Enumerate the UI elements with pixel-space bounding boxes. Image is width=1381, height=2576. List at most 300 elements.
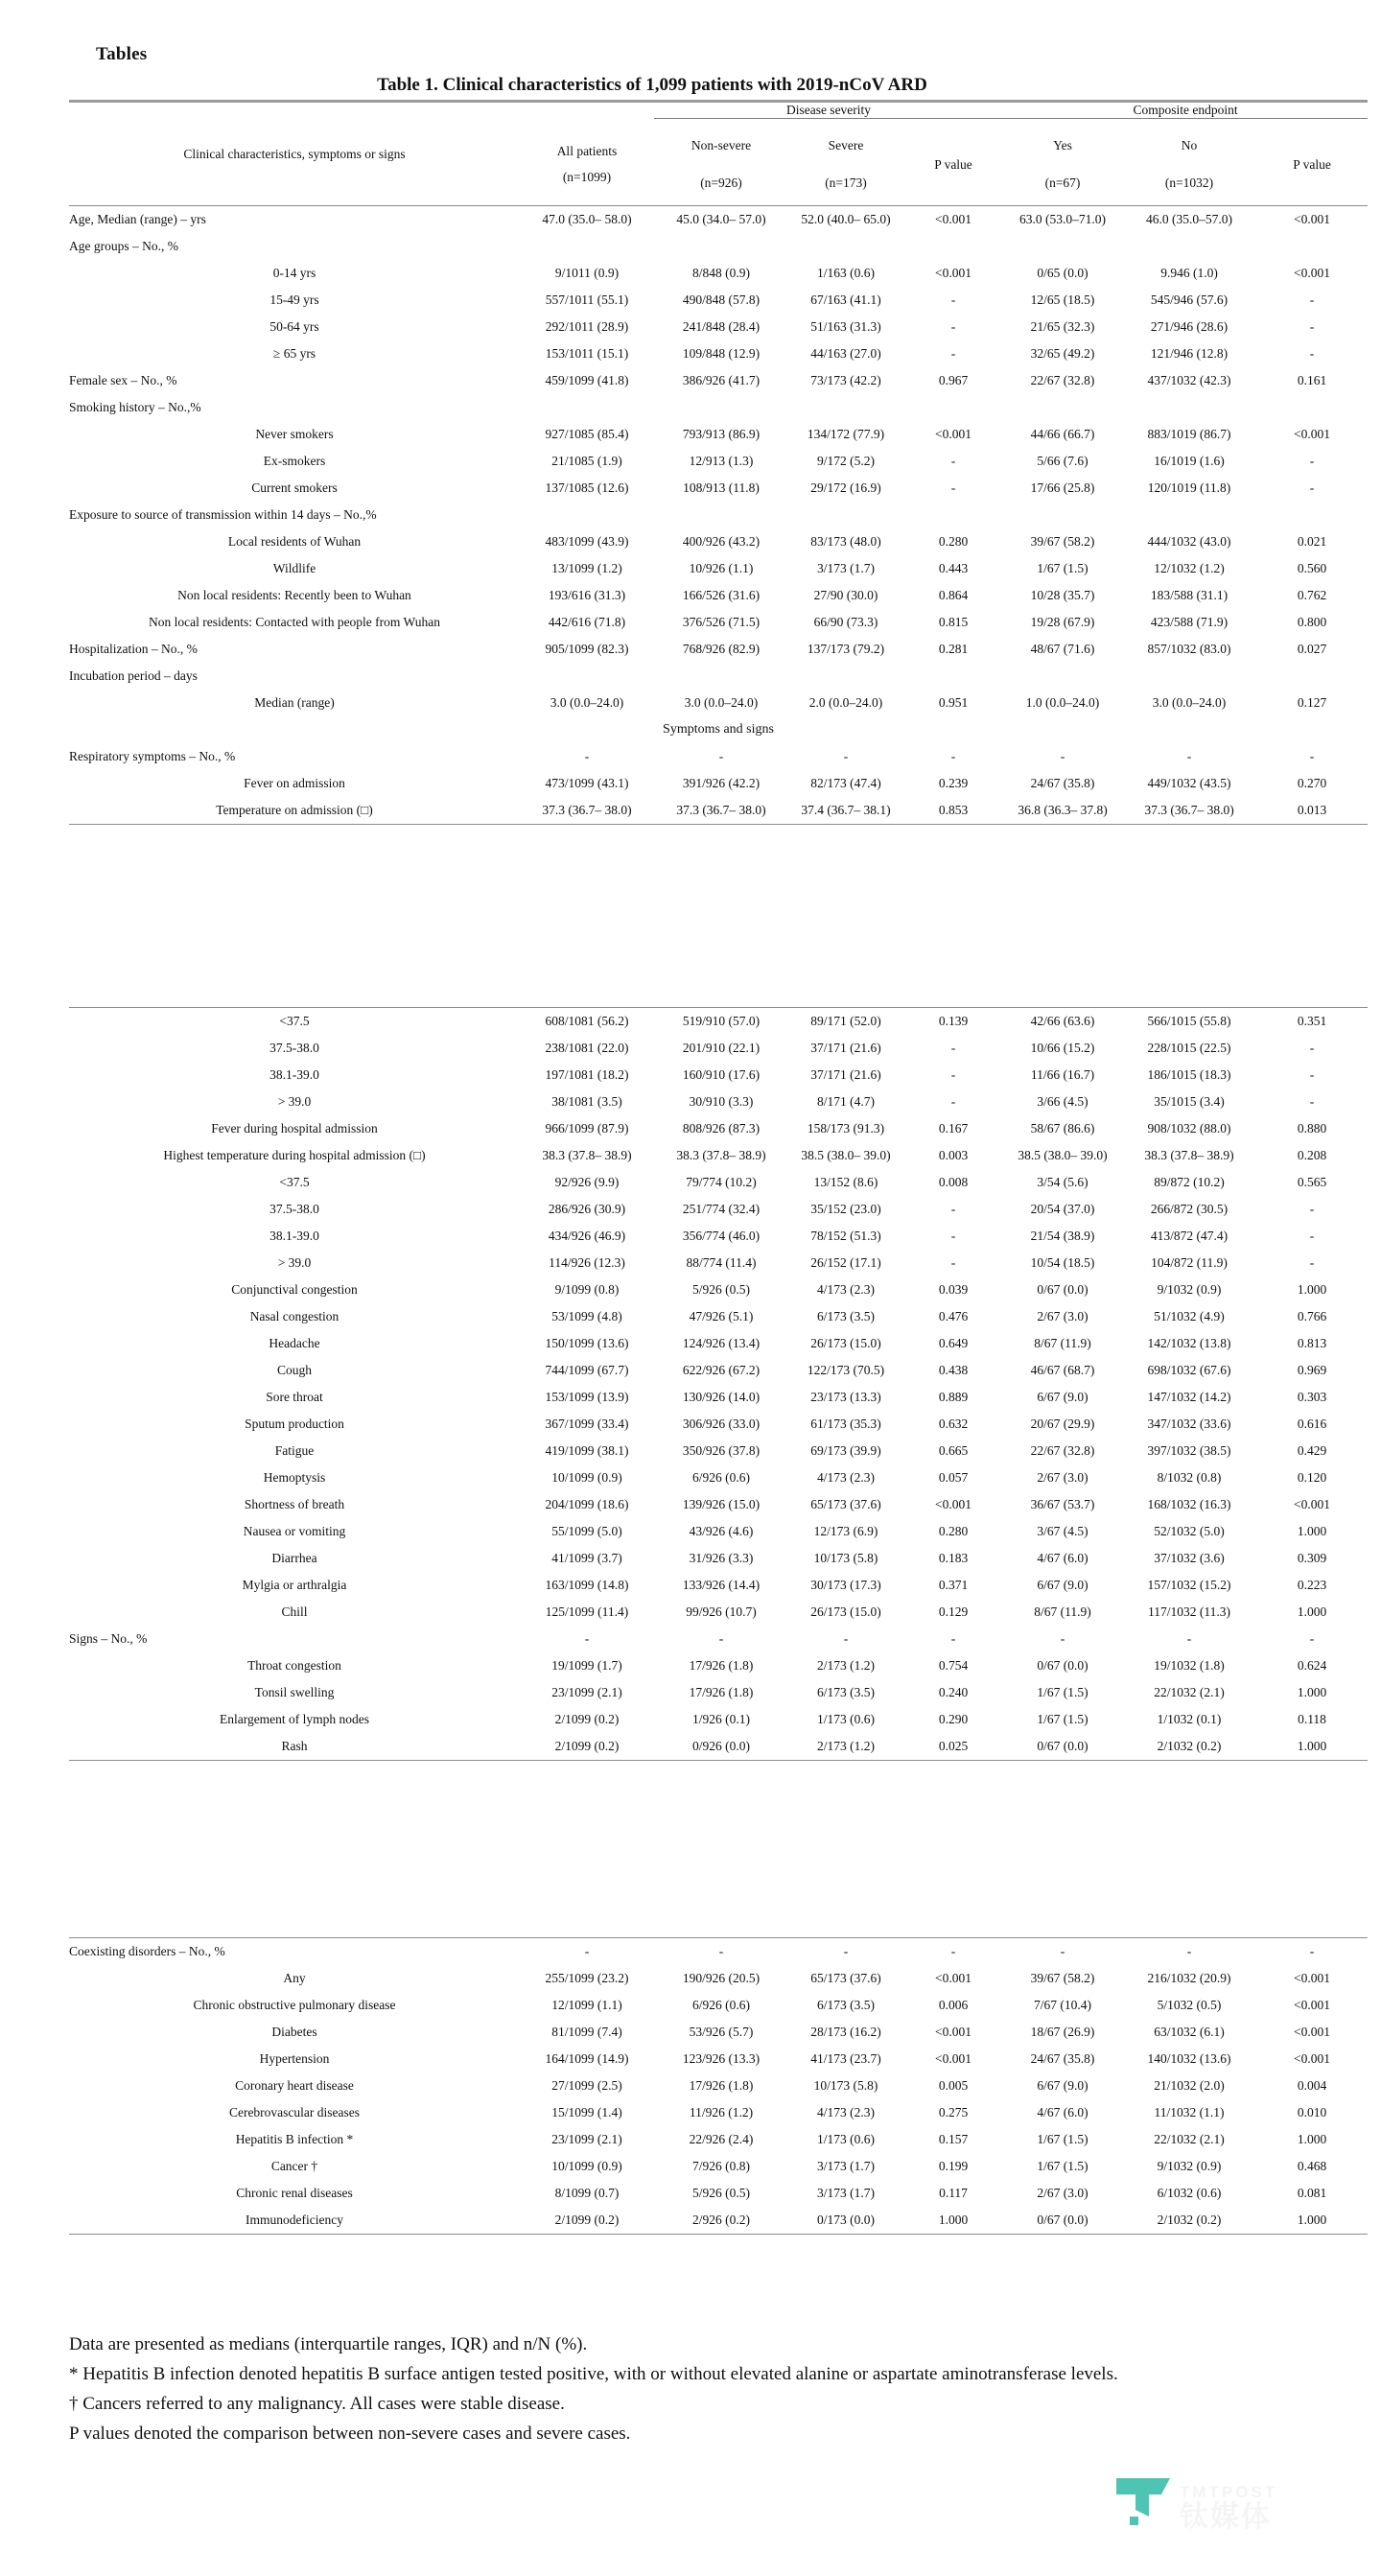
row-label: Sputum production bbox=[245, 1417, 344, 1431]
cell-non-severe bbox=[654, 233, 788, 260]
row-label: Hepatitis B infection * bbox=[235, 2132, 354, 2146]
row-label: Cerebrovascular diseases bbox=[228, 2105, 361, 2119]
header-p-value-endpoint: P value bbox=[1293, 156, 1331, 172]
cell-p-value-endpoint: 1.000 bbox=[1297, 1604, 1327, 1619]
cell-all-patients: 483/1099 (43.9) bbox=[545, 534, 629, 549]
cell-all-patients: 367/1099 (33.4) bbox=[545, 1417, 629, 1431]
header-p-value-severity: P value bbox=[934, 156, 972, 172]
row-label: Non local residents: Contacted with people from Wuhan bbox=[148, 615, 440, 629]
row-label: Coexisting disorders – No., % bbox=[69, 1938, 520, 1966]
table-row bbox=[69, 1142, 1368, 1169]
cell-severe: 4/173 (2.3) bbox=[817, 1470, 875, 1485]
cell-p-value-severity: - bbox=[950, 749, 956, 763]
cell-p-value-severity: - bbox=[950, 1255, 956, 1270]
cell-p-value-severity: <0.001 bbox=[935, 2051, 971, 2066]
table-header bbox=[69, 102, 1368, 206]
cell-non-severe: 356/774 (46.0) bbox=[682, 1229, 761, 1243]
cell-severe: 9/172 (5.2) bbox=[817, 454, 875, 468]
cell-no: 228/1015 (22.5) bbox=[1147, 1041, 1231, 1055]
cell-no: 37.3 (36.7– 38.0) bbox=[1122, 797, 1256, 825]
row-label: Ex-smokers bbox=[263, 454, 326, 468]
table-row bbox=[69, 1062, 1368, 1089]
row-label: Local residents of Wuhan bbox=[227, 534, 362, 549]
cell-severe: 41/173 (23.7) bbox=[810, 2051, 881, 2066]
cell-yes: 6/67 (9.0) bbox=[1037, 1390, 1088, 1404]
table-row bbox=[69, 663, 1368, 690]
cell-no: 37/1032 (3.6) bbox=[1154, 1551, 1225, 1565]
cell-p-value-endpoint: - bbox=[1309, 293, 1315, 307]
cell-p-value-endpoint: 1.000 bbox=[1297, 2132, 1327, 2146]
table-row bbox=[69, 2073, 1368, 2099]
cell-p-value-endpoint: - bbox=[1256, 1938, 1368, 1966]
cell-p-value-endpoint: 0.013 bbox=[1256, 797, 1368, 825]
cell-p-value-endpoint: 0.309 bbox=[1297, 1551, 1327, 1565]
cell-no: 120/1019 (11.8) bbox=[1147, 480, 1231, 495]
cell-p-value-endpoint bbox=[1256, 663, 1368, 690]
cell-p-value-severity: <0.001 bbox=[903, 206, 1003, 234]
cell-no: 142/1032 (13.8) bbox=[1147, 1336, 1231, 1350]
cell-non-severe: 99/926 (10.7) bbox=[686, 1604, 757, 1619]
table-row bbox=[69, 1438, 1368, 1464]
cell-non-severe: 45.0 (34.0– 57.0) bbox=[654, 206, 788, 234]
cell-no: - bbox=[1186, 1631, 1192, 1646]
cell-all-patients: 23/1099 (2.1) bbox=[551, 2132, 622, 2146]
cell-no: 883/1019 (86.7) bbox=[1147, 427, 1231, 441]
cell-non-severe bbox=[654, 663, 788, 690]
cell-p-value-endpoint: <0.001 bbox=[1294, 266, 1331, 280]
table-block-3 bbox=[69, 1937, 1330, 2235]
cell-p-value-endpoint: 0.127 bbox=[1297, 695, 1327, 710]
cell-p-value-endpoint: - bbox=[1309, 1255, 1315, 1270]
cell-yes: 11/66 (16.7) bbox=[1030, 1067, 1095, 1082]
cell-non-severe: 17/926 (1.8) bbox=[689, 2078, 754, 2093]
cell-severe: 30/173 (17.3) bbox=[810, 1578, 881, 1592]
cell-p-value-severity: 0.139 bbox=[903, 1008, 1003, 1036]
cell-no: 12/1032 (1.2) bbox=[1154, 561, 1225, 575]
table-row bbox=[69, 1518, 1368, 1545]
row-label: Conjunctival congestion bbox=[231, 1282, 358, 1297]
cell-p-value-severity: - bbox=[950, 1067, 956, 1082]
cell-no: 444/1032 (43.0) bbox=[1147, 534, 1231, 549]
table-row bbox=[69, 2180, 1368, 2207]
row-label: Highest temperature during hospital admission (□) bbox=[163, 1148, 426, 1162]
cell-non-severe: 6/926 (0.6) bbox=[692, 1998, 750, 2012]
cell-non-severe: 6/926 (0.6) bbox=[692, 1470, 750, 1485]
cell-no: - bbox=[1122, 1938, 1256, 1966]
cell-p-value-endpoint: <0.001 bbox=[1256, 206, 1368, 234]
cell-non-severe: 43/926 (4.6) bbox=[689, 1524, 754, 1538]
cell-p-value-endpoint: - bbox=[1309, 454, 1315, 468]
cell-yes: 2/67 (3.0) bbox=[1037, 2186, 1088, 2200]
cell-p-value-severity: 0.853 bbox=[903, 797, 1003, 825]
cell-non-severe: 11/926 (1.2) bbox=[689, 2105, 754, 2119]
cell-non-severe: 38.3 (37.8– 38.9) bbox=[676, 1148, 766, 1162]
cell-no: 19/1032 (1.8) bbox=[1154, 1658, 1225, 1673]
table-row bbox=[69, 1223, 1368, 1250]
cell-yes: 4/67 (6.0) bbox=[1037, 2105, 1088, 2119]
cell-all-patients: 38/1081 (3.5) bbox=[551, 1094, 622, 1109]
cell-non-severe: 22/926 (2.4) bbox=[689, 2132, 754, 2146]
cell-p-value-endpoint: 0.223 bbox=[1297, 1578, 1327, 1592]
watermark-cjk: 钛媒体 bbox=[1180, 2501, 1272, 2533]
cell-p-value-severity: 0.632 bbox=[938, 1417, 969, 1431]
cell-all-patients: 47.0 (35.0– 58.0) bbox=[520, 206, 654, 234]
cell-severe: 4/173 (2.3) bbox=[817, 2105, 875, 2119]
cell-non-severe: 133/926 (14.4) bbox=[682, 1578, 761, 1592]
cell-yes: 3/66 (4.5) bbox=[1037, 1094, 1088, 1109]
cell-non-severe: 622/926 (67.2) bbox=[682, 1363, 761, 1377]
footnote: * Hepatitis B infection denoted hepatitis B surface antigen tested positive, with or without elevated alanine or aspartate aminotransferase levels. bbox=[69, 2363, 1118, 2384]
cell-yes: 3/67 (4.5) bbox=[1037, 1524, 1088, 1538]
cell-non-severe: 166/526 (31.6) bbox=[682, 588, 761, 602]
row-label: 38.1-39.0 bbox=[269, 1229, 319, 1243]
cell-severe: 3/173 (1.7) bbox=[817, 2159, 875, 2173]
cell-yes: 17/66 (25.8) bbox=[1030, 480, 1095, 495]
cell-all-patients: 292/1011 (28.9) bbox=[545, 319, 629, 334]
table-row bbox=[69, 690, 1368, 716]
cell-all-patients: 442/616 (71.8) bbox=[548, 615, 626, 629]
cell-no: 104/872 (11.9) bbox=[1151, 1255, 1228, 1270]
cell-severe: 28/173 (16.2) bbox=[810, 2025, 881, 2039]
cell-p-value-endpoint bbox=[1256, 502, 1368, 528]
cell-yes: 2/67 (3.0) bbox=[1037, 1309, 1088, 1323]
table-row bbox=[69, 1626, 1368, 1652]
cell-no: 147/1032 (14.2) bbox=[1147, 1390, 1231, 1404]
cell-non-severe: 3.0 (0.0–24.0) bbox=[684, 695, 759, 710]
table-row bbox=[69, 1938, 1368, 1966]
cell-p-value-endpoint: 0.027 bbox=[1297, 642, 1327, 656]
cell-yes bbox=[1003, 394, 1122, 421]
cell-non-severe: 201/910 (22.1) bbox=[682, 1041, 761, 1055]
cell-yes: 38.5 (38.0– 39.0) bbox=[1018, 1148, 1108, 1162]
cell-p-value-endpoint: <0.001 bbox=[1294, 427, 1331, 441]
cell-severe: 38.5 (38.0– 39.0) bbox=[801, 1148, 891, 1162]
cell-non-severe: 0/926 (0.0) bbox=[654, 1733, 788, 1761]
cell-p-value-endpoint: 1.000 bbox=[1297, 1282, 1327, 1297]
cell-non-severe: 130/926 (14.0) bbox=[682, 1390, 761, 1404]
cell-no bbox=[1122, 233, 1256, 260]
cell-non-severe: 139/926 (15.0) bbox=[682, 1497, 761, 1511]
cell-yes: 19/28 (67.9) bbox=[1030, 615, 1095, 629]
cell-all-patients: 608/1081 (56.2) bbox=[520, 1008, 654, 1036]
table-row bbox=[69, 2099, 1368, 2126]
cell-p-value-severity: 0.039 bbox=[938, 1282, 969, 1297]
row-label: Coronary heart disease bbox=[235, 2078, 354, 2093]
cell-p-value-endpoint: 0.004 bbox=[1297, 2078, 1327, 2093]
header-disease-severity: Disease severity bbox=[654, 102, 1003, 119]
cell-no: 545/946 (57.6) bbox=[1150, 293, 1229, 307]
cell-yes: 39/67 (58.2) bbox=[1030, 534, 1095, 549]
row-label: 50-64 yrs bbox=[269, 319, 319, 334]
cell-p-value-severity: 0.889 bbox=[938, 1390, 969, 1404]
row-label: Diarrhea bbox=[271, 1551, 317, 1565]
cell-no: 908/1032 (88.0) bbox=[1147, 1121, 1231, 1136]
table-row bbox=[69, 394, 1368, 421]
cell-all-patients: 37.3 (36.7– 38.0) bbox=[520, 797, 654, 825]
table-row bbox=[69, 2046, 1368, 2073]
cell-severe: 61/173 (35.3) bbox=[810, 1417, 881, 1431]
cell-yes: 8/67 (11.9) bbox=[1034, 1336, 1091, 1350]
cell-yes: 6/67 (9.0) bbox=[1037, 1578, 1088, 1592]
cell-no: 2/1032 (0.2) bbox=[1122, 2207, 1256, 2235]
cell-p-value-severity: - bbox=[950, 1631, 956, 1646]
table-row bbox=[69, 1545, 1368, 1572]
row-label: 37.5-38.0 bbox=[269, 1041, 319, 1055]
cell-non-severe: 7/926 (0.8) bbox=[692, 2159, 750, 2173]
table-row bbox=[69, 1330, 1368, 1357]
cell-all-patients: 557/1011 (55.1) bbox=[545, 293, 629, 307]
cell-p-value-severity: 0.167 bbox=[938, 1121, 969, 1136]
row-label: <37.5 bbox=[69, 1008, 520, 1036]
row-label: Chronic renal diseases bbox=[236, 2186, 353, 2200]
cell-p-value-endpoint: 0.766 bbox=[1297, 1309, 1327, 1323]
table-row bbox=[69, 475, 1368, 502]
row-label: Wildlife bbox=[272, 561, 316, 575]
table-row bbox=[69, 770, 1368, 797]
cell-severe bbox=[788, 502, 903, 528]
table-row bbox=[69, 1303, 1368, 1330]
section-divider-label: Symptoms and signs bbox=[663, 722, 774, 737]
cell-p-value-severity: 0.199 bbox=[938, 2159, 969, 2173]
table-footnotes bbox=[69, 2332, 1335, 2451]
cell-non-severe: 12/913 (1.3) bbox=[689, 454, 754, 468]
cell-yes: 0/65 (0.0) bbox=[1037, 266, 1088, 280]
cell-no: 89/872 (10.2) bbox=[1154, 1175, 1225, 1189]
cell-p-value-endpoint: 0.565 bbox=[1297, 1175, 1327, 1189]
cell-all-patients: 9/1011 (0.9) bbox=[554, 266, 620, 280]
cell-p-value-severity: 0.008 bbox=[938, 1175, 969, 1189]
cell-severe: 2.0 (0.0–24.0) bbox=[808, 695, 883, 710]
header-characteristics: Clinical characteristics, symptoms or signs bbox=[69, 102, 520, 206]
table-row bbox=[69, 340, 1368, 367]
cell-all-patients: 3.0 (0.0–24.0) bbox=[550, 695, 624, 710]
cell-non-severe: 8/848 (0.9) bbox=[692, 266, 750, 280]
cell-p-value-endpoint: - bbox=[1309, 346, 1315, 361]
cell-severe: 67/163 (41.1) bbox=[810, 293, 881, 307]
cell-yes: 21/65 (32.3) bbox=[1030, 319, 1095, 334]
cell-all-patients: 163/1099 (14.8) bbox=[545, 1578, 629, 1592]
cell-severe: 1/173 (0.6) bbox=[817, 2132, 875, 2146]
cell-yes: 39/67 (58.2) bbox=[1030, 1971, 1095, 1985]
cell-yes: 1/67 (1.5) bbox=[1037, 2132, 1088, 2146]
table-row bbox=[69, 1089, 1368, 1115]
cell-severe: - bbox=[788, 1938, 903, 1966]
cell-p-value-severity: 0.129 bbox=[938, 1604, 969, 1619]
table-row bbox=[69, 2126, 1368, 2153]
cell-non-severe: - bbox=[654, 1938, 788, 1966]
cell-severe: 1/163 (0.6) bbox=[817, 266, 875, 280]
row-label: Fever during hospital admission bbox=[211, 1121, 378, 1136]
cell-p-value-endpoint bbox=[1256, 394, 1368, 421]
cell-p-value-endpoint: <0.001 bbox=[1294, 2051, 1330, 2066]
cell-severe: 122/173 (70.5) bbox=[807, 1363, 885, 1377]
cell-p-value-severity: 0.967 bbox=[938, 373, 969, 387]
cell-all-patients bbox=[520, 502, 654, 528]
table-row bbox=[69, 1250, 1368, 1276]
header-severe: Severe (n=173) bbox=[825, 138, 867, 190]
cell-p-value-endpoint: - bbox=[1309, 1631, 1315, 1646]
cell-non-severe: 350/926 (37.8) bbox=[682, 1443, 761, 1458]
cell-p-value-endpoint: 0.021 bbox=[1297, 534, 1327, 549]
cell-severe: 35/152 (23.0) bbox=[810, 1202, 881, 1216]
cell-p-value-severity: 0.025 bbox=[903, 1733, 1003, 1761]
cell-yes: - bbox=[1060, 1631, 1065, 1646]
cell-p-value-endpoint: - bbox=[1309, 1067, 1315, 1082]
cell-non-severe: 519/910 (57.0) bbox=[654, 1008, 788, 1036]
table-row bbox=[69, 528, 1368, 555]
clinical-characteristics-table-part2 bbox=[69, 1007, 1368, 1761]
cell-p-value-severity: - bbox=[950, 1202, 956, 1216]
table-row bbox=[69, 636, 1368, 663]
cell-all-patients: 38.3 (37.8– 38.9) bbox=[542, 1148, 632, 1162]
cell-all-patients: 114/926 (12.3) bbox=[549, 1255, 625, 1270]
clinical-characteristics-table-part1 bbox=[69, 100, 1368, 825]
table-row bbox=[69, 1992, 1368, 2019]
cell-p-value-endpoint: 0.120 bbox=[1297, 1470, 1327, 1485]
cell-all-patients: 434/926 (46.9) bbox=[548, 1229, 626, 1243]
cell-all-patients: 92/926 (9.9) bbox=[554, 1175, 620, 1189]
cell-severe: 37.4 (36.7– 38.1) bbox=[788, 797, 903, 825]
cell-non-severe: 5/926 (0.5) bbox=[692, 1282, 750, 1297]
cell-all-patients: 473/1099 (43.1) bbox=[545, 776, 629, 790]
cell-yes: 5/66 (7.6) bbox=[1037, 454, 1088, 468]
cell-p-value-endpoint: 0.624 bbox=[1297, 1658, 1327, 1673]
cell-severe: 89/171 (52.0) bbox=[788, 1008, 903, 1036]
cell-all-patients: 10/1099 (0.9) bbox=[551, 1470, 622, 1485]
cell-all-patients: 2/1099 (0.2) bbox=[520, 1733, 654, 1761]
row-label: Smoking history – No.,% bbox=[69, 400, 201, 414]
cell-yes bbox=[1003, 233, 1122, 260]
cell-non-severe: 386/926 (41.7) bbox=[682, 373, 761, 387]
cell-yes: 22/67 (32.8) bbox=[1030, 1443, 1095, 1458]
cell-yes: 0/67 (0.0) bbox=[1003, 1733, 1122, 1761]
cell-p-value-severity bbox=[903, 394, 1003, 421]
table-row bbox=[69, 1384, 1368, 1411]
cell-severe: 8/171 (4.7) bbox=[817, 1094, 875, 1109]
footnote: † Cancers referred to any malignancy. All cases were stable disease. bbox=[69, 2393, 565, 2414]
cell-p-value-severity: - bbox=[950, 346, 956, 361]
table-row bbox=[69, 1357, 1368, 1384]
table-row bbox=[69, 1733, 1368, 1761]
cell-yes: 48/67 (71.6) bbox=[1030, 642, 1095, 656]
tmtpost-logo-icon bbox=[1101, 2478, 1172, 2538]
cell-no: 1/1032 (0.1) bbox=[1157, 1712, 1222, 1726]
cell-p-value-severity: - bbox=[950, 1229, 956, 1243]
cell-p-value-endpoint: - bbox=[1309, 319, 1315, 334]
cell-severe: 44/163 (27.0) bbox=[810, 346, 881, 361]
cell-no: 397/1032 (38.5) bbox=[1147, 1443, 1231, 1458]
cell-all-patients: 966/1099 (87.9) bbox=[545, 1121, 629, 1136]
row-label: Fatigue bbox=[274, 1443, 315, 1458]
row-label: 0-14 yrs bbox=[272, 266, 316, 280]
table-row bbox=[69, 1169, 1368, 1196]
cell-non-severe: 31/926 (3.3) bbox=[689, 1551, 754, 1565]
cell-no: 449/1032 (43.5) bbox=[1147, 776, 1231, 790]
cell-severe: 73/173 (42.2) bbox=[810, 373, 881, 387]
cell-p-value-endpoint bbox=[1256, 233, 1368, 260]
cell-no: 63/1032 (6.1) bbox=[1154, 2025, 1225, 2039]
cell-p-value-endpoint: <0.001 bbox=[1294, 1971, 1330, 1985]
cell-yes: 1/67 (1.5) bbox=[1037, 1685, 1088, 1699]
cell-no: 413/872 (47.4) bbox=[1150, 1229, 1229, 1243]
cell-p-value-severity: 0.290 bbox=[938, 1712, 969, 1726]
header-yes: Yes (n=67) bbox=[1044, 138, 1081, 190]
table-row bbox=[69, 502, 1368, 528]
cell-non-severe: 53/926 (5.7) bbox=[689, 2025, 754, 2039]
row-label: Diabetes bbox=[271, 2025, 317, 2039]
row-label: Signs – No., % bbox=[69, 1631, 148, 1646]
cell-p-value-endpoint: 0.813 bbox=[1297, 1336, 1327, 1350]
cell-severe: 6/173 (3.5) bbox=[817, 1685, 875, 1699]
row-label: Tonsil swelling bbox=[254, 1685, 335, 1699]
cell-no bbox=[1122, 663, 1256, 690]
cell-all-patients bbox=[520, 663, 654, 690]
cell-non-severe: 124/926 (13.4) bbox=[682, 1336, 761, 1350]
cell-p-value-severity: 0.864 bbox=[938, 588, 969, 602]
cell-non-severe: 47/926 (5.1) bbox=[689, 1309, 754, 1323]
cell-all-patients: 286/926 (30.9) bbox=[548, 1202, 626, 1216]
row-label: Chronic obstructive pulmonary disease bbox=[193, 1998, 396, 2012]
cell-non-severe: - bbox=[718, 749, 724, 763]
cell-no: 216/1032 (20.9) bbox=[1147, 1971, 1231, 1985]
table-row bbox=[69, 1491, 1368, 1518]
cell-severe: 29/172 (16.9) bbox=[810, 480, 881, 495]
cell-all-patients bbox=[520, 233, 654, 260]
table-row bbox=[69, 797, 1368, 825]
table-row bbox=[69, 2153, 1368, 2180]
cell-all-patients: 55/1099 (5.0) bbox=[551, 1524, 622, 1538]
cell-severe: 0/173 (0.0) bbox=[788, 2207, 903, 2235]
cell-no: 183/588 (31.1) bbox=[1150, 588, 1229, 602]
cell-no: 271/946 (28.6) bbox=[1150, 319, 1229, 334]
cell-no: 3.0 (0.0–24.0) bbox=[1152, 695, 1227, 710]
table-row bbox=[69, 233, 1368, 260]
cell-no: 46.0 (35.0–57.0) bbox=[1122, 206, 1256, 234]
cell-yes: 24/67 (35.8) bbox=[1030, 2051, 1095, 2066]
cell-p-value-endpoint: <0.001 bbox=[1294, 2025, 1330, 2039]
cell-p-value-severity: 0.005 bbox=[938, 2078, 969, 2093]
cell-non-severe: 251/774 (32.4) bbox=[682, 1202, 761, 1216]
cell-p-value-endpoint: 0.762 bbox=[1297, 588, 1327, 602]
cell-p-value-severity: 0.117 bbox=[939, 2186, 968, 2200]
row-label: Incubation period – days bbox=[69, 668, 198, 683]
table-block-2 bbox=[69, 1007, 1330, 1761]
table-row bbox=[69, 1679, 1368, 1706]
cell-p-value-endpoint: 0.560 bbox=[1297, 561, 1327, 575]
table-row bbox=[69, 1035, 1368, 1062]
table-row bbox=[69, 1652, 1368, 1679]
cell-all-patients: - bbox=[584, 1631, 590, 1646]
row-label: Mylgia or arthralgia bbox=[242, 1578, 347, 1592]
cell-all-patients: 164/1099 (14.9) bbox=[545, 2051, 629, 2066]
cell-yes: - bbox=[1060, 749, 1065, 763]
cell-no bbox=[1122, 502, 1256, 528]
cell-p-value-severity bbox=[903, 502, 1003, 528]
cell-yes: - bbox=[1003, 1938, 1122, 1966]
cell-severe: 78/152 (51.3) bbox=[810, 1229, 881, 1243]
cell-severe: 10/173 (5.8) bbox=[813, 1551, 878, 1565]
cell-p-value-severity: 0.239 bbox=[938, 776, 969, 790]
header-all-patients: All patients (n=1099) bbox=[556, 144, 618, 184]
row-label: Shortness of breath bbox=[244, 1497, 345, 1511]
table-row bbox=[69, 260, 1368, 287]
row-label: 37.5-38.0 bbox=[269, 1202, 319, 1216]
cell-p-value-severity: 0.281 bbox=[938, 642, 969, 656]
cell-no: 2/1032 (0.2) bbox=[1122, 1733, 1256, 1761]
cell-no: 566/1015 (55.8) bbox=[1122, 1008, 1256, 1036]
cell-non-severe: 793/913 (86.9) bbox=[682, 427, 761, 441]
table-row bbox=[69, 1115, 1368, 1142]
